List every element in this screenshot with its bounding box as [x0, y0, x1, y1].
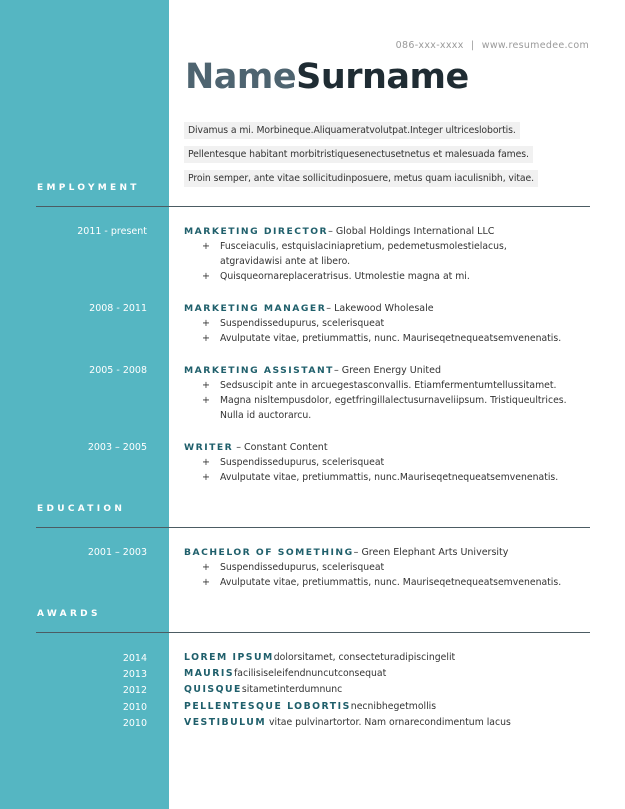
- list-item: atgravidawisi ante at libero.: [220, 256, 351, 267]
- award-name: MAURIS: [184, 668, 235, 679]
- employment-entry: [184, 363, 594, 423]
- list-item: + Avulputate vitae, pretiummattis, nunc.Mauriseqetnequeatsemvenenatis.: [202, 472, 559, 483]
- award-text: necnibhegetmollis: [350, 701, 437, 712]
- award-item: [184, 668, 386, 679]
- entry-role: WRITER: [184, 442, 234, 453]
- intro-line: Divamus a mi. Morbineque.Aliquameratvolutpat.Integer ultriceslobortis.: [184, 122, 520, 139]
- plus-bullet-icon: +: [202, 318, 210, 329]
- employment-entry: [184, 440, 594, 485]
- award-year: 2010: [122, 718, 147, 729]
- section-title-education: EDUCATION: [37, 504, 126, 514]
- section-divider: [36, 206, 590, 207]
- section-title-awards: AWARDS: [37, 609, 101, 619]
- contact-info: [396, 40, 589, 51]
- entry-org: – Global Holdings International LLC: [328, 226, 495, 237]
- entry-date: 2001 – 2003: [87, 547, 147, 558]
- employment-entry: [184, 224, 594, 284]
- award-year: 2010: [122, 702, 147, 713]
- list-item: + Suspendissedupurus, scelerisqueat: [202, 318, 385, 329]
- intro-summary: [184, 118, 584, 190]
- plus-bullet-icon: +: [202, 395, 210, 406]
- plus-bullet-icon: +: [202, 380, 210, 391]
- award-item: [184, 701, 436, 712]
- list-item: + Sedsuscipit ante in arcuegestasconvallis. Etiamfermentumtellussitamet.: [202, 380, 557, 391]
- first-name: Name: [185, 57, 297, 97]
- entry-role: BACHELOR OF SOMETHING: [184, 547, 354, 558]
- education-entry: [184, 545, 594, 590]
- plus-bullet-icon: +: [202, 241, 210, 252]
- list-item: + Quisqueornareplaceratrisus. Utmolestie magna at mi.: [202, 271, 470, 282]
- entry-date: 2008 - 2011: [89, 303, 147, 314]
- award-year: 2014: [122, 653, 147, 664]
- award-year: 2013: [122, 669, 147, 680]
- award-text: dolorsitamet, consecteturadipiscingelit: [273, 652, 456, 663]
- award-text: sitametinterdumnunc: [241, 684, 343, 695]
- entry-date: 2011 - present: [77, 226, 147, 237]
- entry-org: – Green Elephant Arts University: [353, 547, 509, 558]
- section-title-employment: EMPLOYMENT: [37, 183, 140, 193]
- award-text: vitae pulvinartortor. Nam ornarecondimentum lacus: [266, 717, 511, 728]
- list-item: + Avulputate vitae, pretiummattis, nunc. Mauriseqetnequeatsemvenenatis.: [202, 333, 562, 344]
- award-text: facilisiseleifendnuncutconsequat: [234, 668, 387, 679]
- list-item: + Suspendissedupurus, scelerisqueat: [202, 457, 385, 468]
- list-item: Nulla id auctorarcu.: [220, 410, 312, 421]
- list-item: + Fusceiaculis, estquislaciniapretium, pedemetusmolestielacus,: [202, 241, 507, 252]
- list-item: + Avulputate vitae, pretiummattis, nunc. Mauriseqetnequeatsemvenenatis.: [202, 577, 562, 588]
- entry-date: 2005 - 2008: [89, 365, 147, 376]
- award-year: 2012: [122, 685, 147, 696]
- section-divider: [36, 527, 590, 528]
- phone-number: 086-xxx-xxxx: [395, 40, 464, 51]
- plus-bullet-icon: +: [202, 333, 210, 344]
- award-item: [184, 717, 511, 728]
- entry-org: – Green Energy United: [333, 365, 441, 376]
- entry-role: MARKETING ASSISTANT: [184, 365, 334, 376]
- section-divider: [36, 632, 590, 633]
- award-item: [184, 652, 455, 663]
- plus-bullet-icon: +: [202, 472, 210, 483]
- plus-bullet-icon: +: [202, 271, 210, 282]
- award-name: VESTIBULUM: [184, 717, 267, 728]
- entry-org: – Constant Content: [233, 442, 328, 453]
- list-item: + Suspendissedupurus, scelerisqueat: [202, 562, 385, 573]
- award-item: [184, 684, 342, 695]
- plus-bullet-icon: +: [202, 562, 210, 573]
- website-link[interactable]: www.resumedee.com: [481, 40, 589, 51]
- award-name: LOREM IPSUM: [184, 652, 274, 663]
- entry-role: MARKETING DIRECTOR: [184, 226, 329, 237]
- plus-bullet-icon: +: [202, 577, 210, 588]
- award-name: PELLENTESQUE LOBORTIS: [184, 701, 351, 712]
- award-name: QUISQUE: [184, 684, 242, 695]
- intro-line: Pellentesque habitant morbitristiquesenectusetnetus et malesuada fames.: [184, 146, 533, 163]
- employment-entry: [184, 301, 594, 346]
- plus-bullet-icon: +: [202, 457, 210, 468]
- intro-line: Proin semper, ante vitae sollicitudinposuere, metus quam iaculisnibh, vitae.: [184, 170, 538, 187]
- contact-separator: |: [470, 40, 475, 51]
- list-item: + Magna nisltempusdolor, egetfringillalectusurnaveliipsum. Tristiqueultrices.: [202, 395, 567, 406]
- last-name: Surname: [296, 57, 469, 97]
- name-heading: [185, 55, 469, 99]
- entry-org: – Lakewood Wholesale: [326, 303, 434, 314]
- entry-role: MARKETING MANAGER: [184, 303, 327, 314]
- entry-date: 2003 – 2005: [87, 442, 147, 453]
